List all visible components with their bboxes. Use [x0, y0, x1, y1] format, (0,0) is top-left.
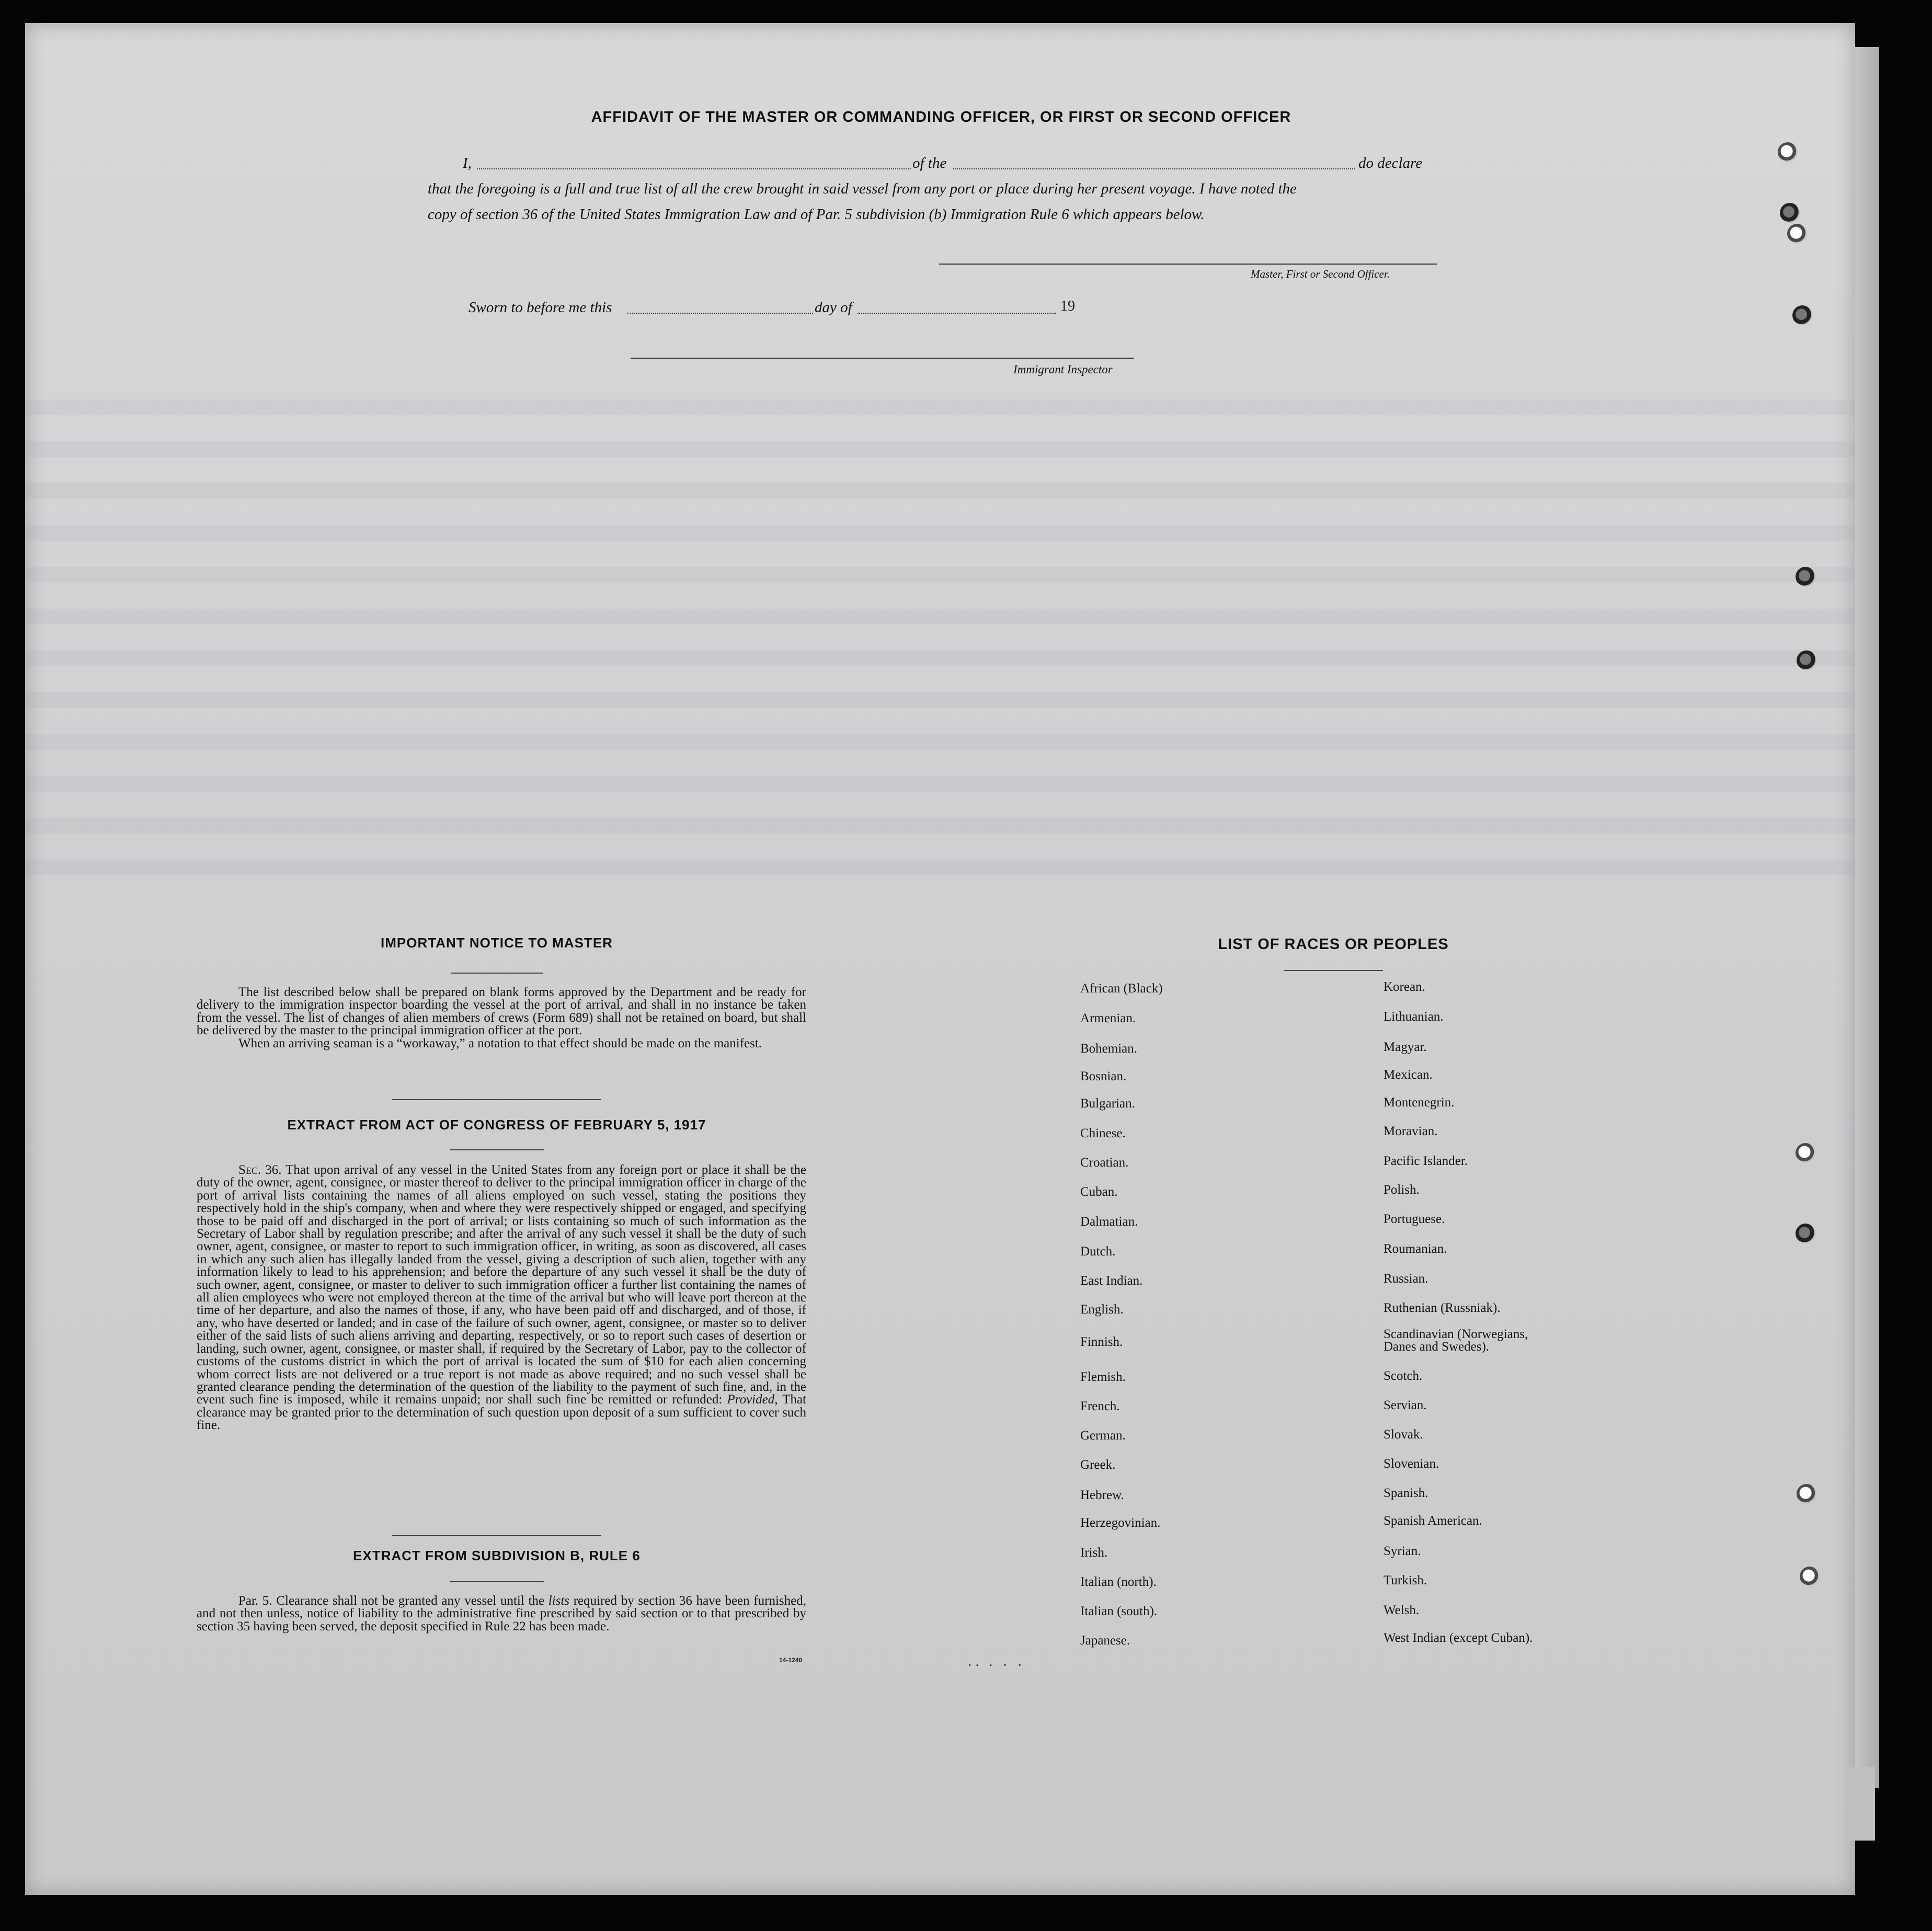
bleed-through	[25, 567, 1855, 582]
race-item: Slovenian.	[1384, 1457, 1439, 1471]
day-of-label: day of	[815, 299, 852, 316]
bleed-through	[25, 776, 1855, 792]
ink-smudge: ·∙ ∙ · ·	[967, 1658, 1025, 1674]
race-item: Herzegovinian.	[1080, 1516, 1161, 1530]
sworn-day-blank	[627, 313, 813, 314]
race-item: Greek.	[1080, 1458, 1116, 1472]
paragraph-label: Par. 5.	[238, 1594, 272, 1608]
race-item: West Indian (except Cuban).	[1384, 1631, 1533, 1645]
race-item: East Indian.	[1080, 1274, 1143, 1288]
bleed-through	[25, 399, 1855, 415]
inspector-label: Immigrant Inspector	[1013, 363, 1113, 376]
year-prefix: 19	[1060, 298, 1075, 314]
extract-rule-title: EXTRACT FROM SUBDIVISION B, RULE 6	[353, 1548, 641, 1563]
bleed-through	[25, 860, 1855, 875]
rule-body: required by section 36 have been furnished, and not then unless, notice of liability to the administrative fine prescribed by said section or to that prescribed by section 35 having been served, the deposit specified in Rule 22 has been made.	[197, 1594, 806, 1633]
affidavit-of-label: of the	[912, 155, 947, 172]
vessel-blank-line	[953, 168, 1355, 169]
divider	[450, 1581, 544, 1582]
race-item: Italian (north).	[1080, 1575, 1157, 1589]
section-label: Sec. 36.	[238, 1163, 282, 1177]
affidavit-declare-label: do declare	[1358, 155, 1423, 172]
page-edge	[1855, 47, 1879, 1788]
races-title: LIST OF RACES OR PEOPLES	[1218, 936, 1449, 953]
race-item: Dutch.	[1080, 1244, 1116, 1259]
bleed-through	[25, 525, 1855, 541]
race-item: Cuban.	[1080, 1185, 1118, 1199]
divider	[392, 1535, 601, 1536]
rule-text	[197, 1595, 806, 1633]
race-item: Croatian.	[1080, 1156, 1129, 1170]
race-item: Syrian.	[1384, 1544, 1421, 1558]
master-signature-label: Master, First or Second Officer.	[1251, 268, 1390, 280]
notice-title: IMPORTANT NOTICE TO MASTER	[381, 935, 613, 951]
punch-hole	[1800, 1567, 1820, 1586]
race-item: Chinese.	[1080, 1126, 1126, 1140]
race-item: Korean.	[1384, 980, 1425, 994]
form-number: 14-1240	[779, 1656, 803, 1664]
proviso-label: Provided,	[727, 1392, 778, 1407]
race-item: Spanish.	[1384, 1486, 1428, 1500]
divider	[451, 973, 543, 974]
notice-paragraph: When an arriving seaman is a “workaway,” a notation to that effect should be made on the manifest.	[238, 1036, 762, 1050]
race-item: German.	[1080, 1429, 1126, 1443]
affidavit-statement-line: copy of section 36 of the United States Immigration Law and of Par. 5 subdivision (b) Immigration Rule 6 which appears below.	[428, 206, 1205, 223]
sworn-month-blank	[858, 313, 1056, 314]
race-item: Moravian.	[1384, 1124, 1438, 1138]
section-body: That upon arrival of any vessel in the United States from any foreign port or place it shall be the duty of the owner, agent, consignee, or master thereof to deliver to the principal immigration officer in charge of the port of arrival lists containing the names of all aliens employed on such vessel, stating the positions they respectively hold in the ship's company, when and where they were respectively shipped or engaged, and specifying those to be paid off and discharged in the port of arrival; or lists containing so much of such information as the Secretary of Labor shall by regulation prescribe; and after the arrival of any such vessel it shall be the duty of such owner, agent, consignee, or master to report to such immigration officer, in writing, as soon as discovered, all cases in which any such alien has illegally landed from the vessel, giving a description of such alien, together with any information likely to lead to his apprehension; and before the departure of any such vessel it shall be the duty of such owner, agent, consignee, or master to deliver to such immigration officer a further list containing the names of all alien employees who were not employed thereon at the time of the arrival but who will leave port thereon at the time of her departure, and also the names of those, if any, who have been paid off and discharged, and of those, if any, who have deserted or landed; and in case of the failure of such owner, agent, consignee, or master so to deliver either of the said lists of such aliens arriving and departing, respectively, or so to report such cases of desertion or landing, such owner, agent, consignee, or master shall, if required by the Secretary of Labor, pay to the collector of customs of the customs district in which the port of arrival is located the sum of $10 for each alien concerning whom correct lists are not delivered or a true report is not made as above required; and no such vessel shall be granted clearance pending the determination of the question of the liability to the payment of such fine, and, in the event such fine is imposed, while it remains unpaid; nor shall such fine be remitted or refunded:	[197, 1163, 806, 1407]
lists-word: lists	[548, 1594, 570, 1608]
bleed-through	[25, 734, 1855, 750]
bleed-through	[25, 650, 1855, 666]
race-item: Italian (south).	[1080, 1604, 1158, 1618]
sworn-label: Sworn to before me this	[468, 299, 612, 316]
race-item: Scandinavian (Norwegians, Danes and Swedes).	[1384, 1327, 1528, 1354]
divider	[1284, 970, 1383, 971]
bleed-through	[25, 441, 1855, 457]
punch-hole	[1796, 1143, 1815, 1163]
race-item: Armenian.	[1080, 1011, 1136, 1025]
race-item: Mexican.	[1384, 1068, 1433, 1082]
punch-hole	[1796, 1224, 1815, 1243]
race-item: Russian.	[1384, 1272, 1428, 1286]
race-item: Spanish American.	[1384, 1514, 1482, 1528]
bleed-through	[25, 692, 1855, 708]
proviso-text: That clearance may be granted prior to the determination of such question upon deposit of a sum sufficient to cover such fine.	[197, 1392, 807, 1433]
race-item: Welsh.	[1384, 1603, 1420, 1617]
race-item: Irish.	[1080, 1546, 1108, 1560]
race-item: Dalmatian.	[1080, 1215, 1138, 1229]
race-item: Turkish.	[1384, 1573, 1427, 1587]
affidavit-title: AFFIDAVIT OF THE MASTER OR COMMANDING OFFICER, OR FIRST OR SECOND OFFICER	[591, 109, 1291, 125]
rule-body: Clearance shall not be granted any vessel until the	[276, 1594, 545, 1608]
race-item: Portuguese.	[1384, 1212, 1445, 1226]
race-item: Finnish.	[1080, 1335, 1123, 1349]
notice-paragraph: The list described below shall be prepared on blank forms approved by the Department and be ready for delivery to the immigration inspector boarding the vessel at the port of arrival, and shall in no instance be taken from the vessel. The list of changes of alien members of crews (Form 689) shall not be retained on board, but shall be delivered by the master to the principal immigration officer at the port.	[197, 985, 806, 1038]
inspector-signature-line	[631, 358, 1134, 359]
divider	[450, 1149, 544, 1150]
race-item: Roumanian.	[1384, 1242, 1447, 1256]
punch-hole	[1778, 142, 1798, 162]
race-item: Servian.	[1384, 1398, 1427, 1412]
race-item: Lithuanian.	[1384, 1010, 1444, 1024]
race-item: African (Black)	[1080, 981, 1163, 996]
race-item: Polish.	[1384, 1183, 1420, 1197]
punch-hole	[1797, 1484, 1816, 1504]
race-item: Bulgarian.	[1080, 1096, 1135, 1111]
bleed-through	[25, 818, 1855, 833]
extract-act-title: EXTRACT FROM ACT OF CONGRESS OF FEBRUARY 5, 1917	[287, 1117, 706, 1133]
race-item: French.	[1080, 1399, 1120, 1413]
race-item: Montenegrin.	[1384, 1095, 1455, 1110]
punch-hole	[1787, 224, 1807, 244]
race-item: Magyar.	[1384, 1040, 1427, 1054]
punch-hole	[1796, 567, 1815, 587]
section-36-text	[197, 1164, 806, 1432]
name-blank-line	[477, 168, 911, 169]
race-item: Ruthenian (Russniak).	[1384, 1301, 1501, 1315]
race-item: Flemish.	[1080, 1370, 1126, 1384]
race-item: Bosnian.	[1080, 1069, 1127, 1083]
divider	[392, 1099, 601, 1100]
notice-text	[197, 986, 806, 1050]
race-item: Pacific Islander.	[1384, 1154, 1468, 1168]
master-signature-line	[939, 264, 1437, 265]
race-item: Slovak.	[1384, 1427, 1423, 1442]
race-item: English.	[1080, 1302, 1124, 1317]
race-item: Scotch.	[1384, 1369, 1423, 1383]
affidavit-i-label: I,	[463, 155, 472, 172]
affidavit-statement-line: that the foregoing is a full and true list of all the crew brought in said vessel from any port or place during her present voyage. I have noted the	[428, 180, 1297, 197]
race-item: Japanese.	[1080, 1633, 1130, 1648]
page-edge	[1849, 1767, 1875, 1841]
punch-hole	[1780, 203, 1800, 223]
race-item: Hebrew.	[1080, 1488, 1124, 1502]
punch-hole	[1797, 650, 1816, 670]
race-item: Bohemian.	[1080, 1042, 1138, 1056]
punch-hole	[1792, 305, 1812, 325]
bleed-through	[25, 609, 1855, 624]
bleed-through	[25, 483, 1855, 499]
